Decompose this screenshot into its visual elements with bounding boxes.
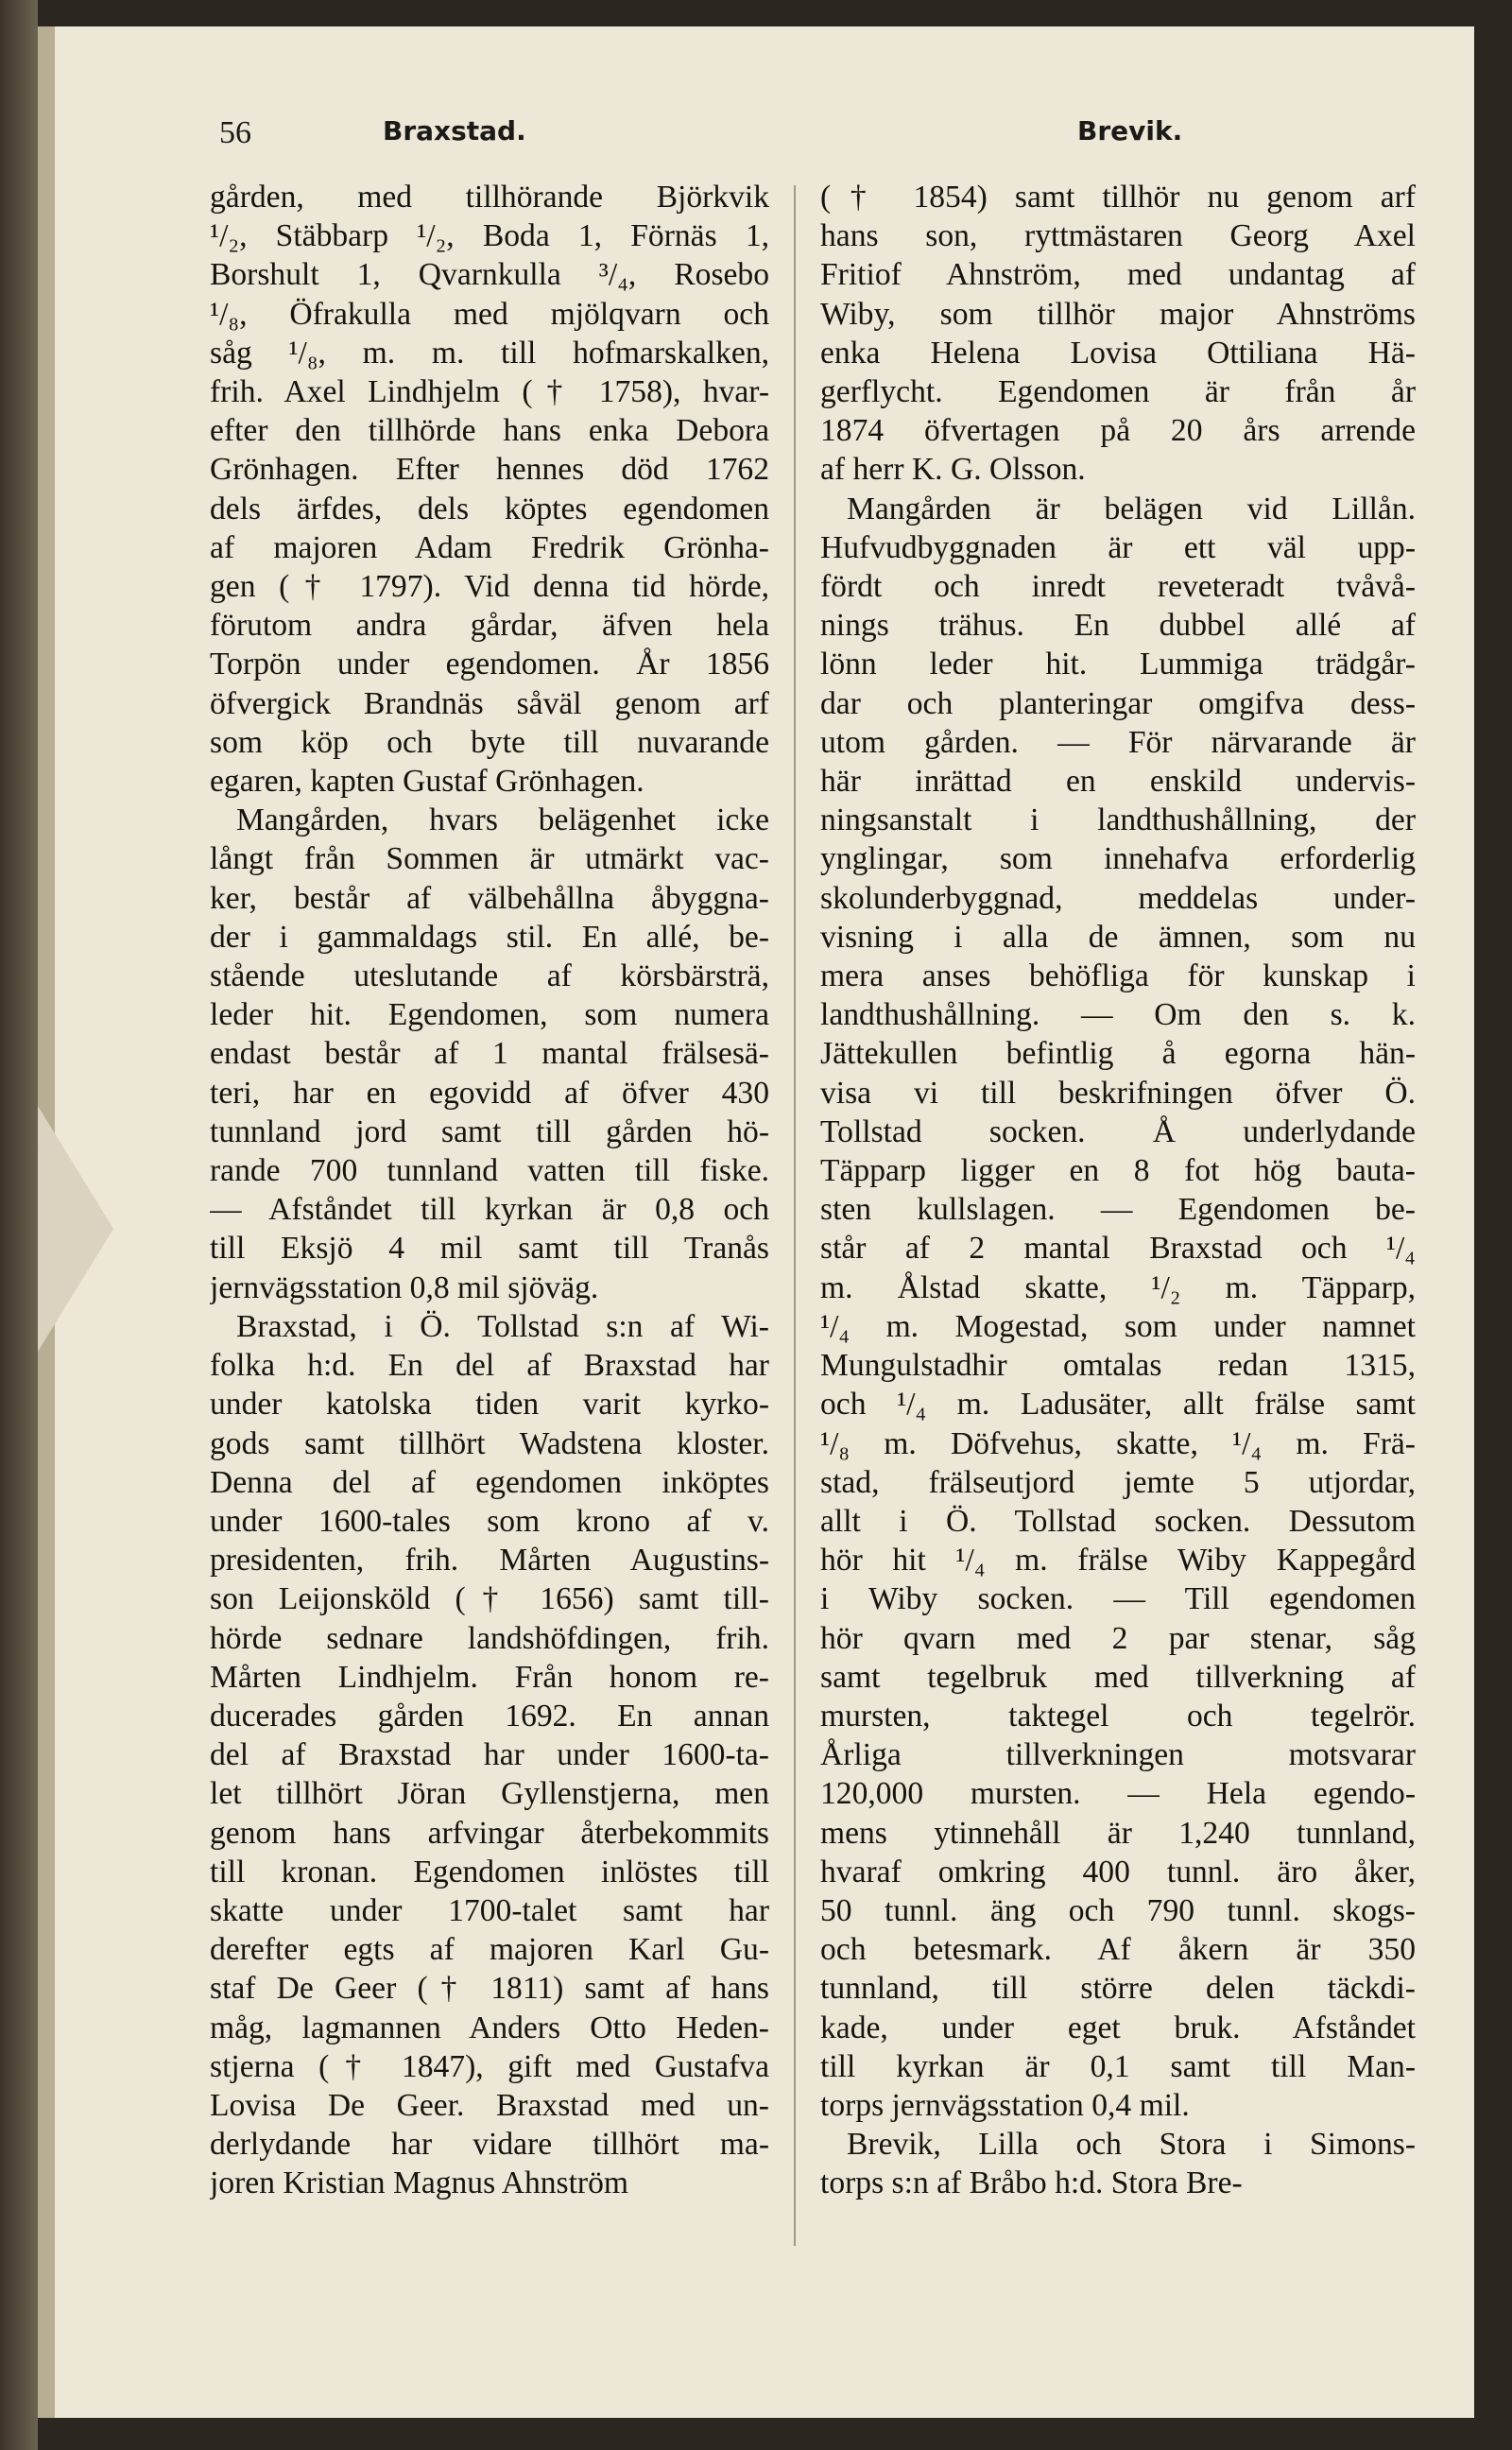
column-divider <box>794 185 796 2246</box>
text-line: — Afståndet till kyrkan är 0,8 och <box>210 1192 769 1228</box>
text-line: fördt och inredt reveteradt tvåvå- <box>820 569 1416 605</box>
text-line: Wiby, som tillhör major Ahnströms <box>820 296 1416 332</box>
running-head-right: Brevik. <box>1077 115 1183 147</box>
text-line: Årliga tillverkningen motsvarar <box>820 1737 1416 1773</box>
text-line: derlydande har vidare tillhört ma- <box>210 2127 769 2163</box>
text-line: Grönhagen. Efter hennes död 1762 <box>210 452 769 488</box>
text-line: långt från Sommen är utmärkt vac- <box>210 841 769 877</box>
text-line: derefter egts af majoren Karl Gu- <box>210 1932 769 1968</box>
text-line: endast består af 1 mantal frälsesä- <box>210 1036 769 1072</box>
text-line: lönn leder hit. Lummiga trädgår- <box>820 647 1416 682</box>
text-line: står af 2 mantal Braxstad och ¹/₄ <box>820 1231 1416 1267</box>
text-line: som köp och byte till nuvarande <box>210 724 769 760</box>
text-line: leder hit. Egendomen, som numera <box>210 997 769 1033</box>
text-line: Braxstad, i Ö. Tollstad s:n af Wi- <box>236 1308 769 1344</box>
text-line: mens ytinnehåll är 1,240 tunnland, <box>820 1815 1416 1851</box>
text-line: dels ärfdes, dels köptes egendomen <box>210 491 769 526</box>
text-line: hör qvarn med 2 par stenar, såg <box>820 1620 1416 1656</box>
text-line: till kronan. Egendomen inlöstes till <box>210 1854 769 1889</box>
left-text-column <box>210 178 769 2203</box>
text-line: Mangården är belägen vid Lillån. <box>847 491 1416 526</box>
text-line: samt tegelbruk med tillverkning af <box>820 1659 1416 1695</box>
text-line: egaren, kapten Gustaf Grönhagen. <box>210 764 644 800</box>
text-line: 120,000 mursten. — Hela egendo- <box>820 1776 1416 1812</box>
text-line: ker, består af välbehållna åbyggna- <box>210 880 769 916</box>
folded-page-corner <box>38 1106 113 1352</box>
text-line: m. Ålstad skatte, ¹/₂ m. Täpparp, <box>820 1269 1416 1305</box>
text-line: efter den tillhörde hans enka Debora <box>210 413 769 449</box>
text-line: till Eksjö 4 mil samt till Tranås <box>210 1231 769 1267</box>
text-line: tunnland, till större delen täckdi- <box>820 1971 1416 2007</box>
text-line: landthushållning. — Om den s. k. <box>820 997 1416 1033</box>
text-line: sten kullslagen. — Egendomen be- <box>820 1192 1416 1228</box>
text-line: här inrättad en enskild undervis- <box>820 764 1416 800</box>
text-line: torps jernvägsstation 0,4 mil. <box>820 2087 1190 2123</box>
text-line: Täpparp ligger en 8 fot hög bauta- <box>820 1153 1416 1189</box>
text-line: enka Helena Lovisa Ottiliana Hä- <box>820 335 1416 371</box>
text-line: Torpön under egendomen. År 1856 <box>210 647 769 682</box>
text-line: Fritiof Ahnström, med undantag af <box>820 257 1416 293</box>
text-line: ¹/₄ m. Mogestad, som under namnet <box>820 1308 1416 1344</box>
text-line: Jättekullen befintlig å egorna hän- <box>820 1036 1416 1072</box>
text-line: ducerades gården 1692. En annan <box>210 1698 769 1734</box>
text-line: hörde sednare landshöfdingen, frih. <box>210 1620 769 1656</box>
text-line: stjerna († 1847), gift med Gustafva <box>210 2048 769 2084</box>
text-line: hvaraf omkring 400 tunnl. äro åker, <box>820 1854 1416 1889</box>
text-line: ningsanstalt i landthushållning, der <box>820 802 1416 838</box>
text-line: under katolska tiden varit kyrko- <box>210 1387 769 1423</box>
text-line: till kyrkan är 0,1 samt till Man- <box>820 2048 1416 2084</box>
text-line: utom gården. — För närvarande är <box>820 724 1416 760</box>
text-line: mera anses behöfliga för kunskap i <box>820 958 1416 994</box>
page-number: 56 <box>219 115 251 150</box>
text-line: ynglingar, som innehafva erforderlig <box>820 841 1416 877</box>
text-line: Hufvudbyggnaden är ett väl upp- <box>820 529 1416 565</box>
text-line: torps s:n af Bråbo h:d. Stora Bre- <box>820 2165 1243 2201</box>
text-line: och ¹/₄ m. Ladusäter, allt frälse samt <box>820 1387 1416 1423</box>
text-line: af herr K. G. Olsson. <box>820 452 1086 488</box>
text-line: kade, under eget bruk. Afståndet <box>820 2010 1416 2045</box>
text-line: Mangården, hvars belägenhet icke <box>236 802 769 838</box>
text-line: allt i Ö. Tollstad socken. Dessutom <box>820 1503 1416 1539</box>
book-spine <box>0 0 38 2450</box>
right-text-column <box>820 178 1416 2203</box>
text-line: rande 700 tunnland vatten till fiske. <box>210 1153 769 1189</box>
text-line: måg, lagmannen Anders Otto Heden- <box>210 2010 769 2045</box>
text-line: hör hit ¹/₄ m. frälse Wiby Kappegård <box>820 1543 1416 1579</box>
text-line: ¹/₂, Stäbbarp ¹/₂, Boda 1, Förnäs 1, <box>210 218 769 254</box>
text-line: visning i alla de ämnen, som nu <box>820 919 1416 955</box>
text-line: mursten, taktegel och tegelrör. <box>820 1698 1416 1734</box>
text-line: joren Kristian Magnus Ahnström <box>210 2165 629 2201</box>
text-line: gen († 1797). Vid denna tid hörde, <box>210 569 769 605</box>
text-line: der i gammaldags stil. En allé, be- <box>210 919 769 955</box>
text-line: tunnland jord samt till gården hö- <box>210 1113 769 1149</box>
text-line: skolunderbyggnad, meddelas under- <box>820 880 1416 916</box>
text-line: Brevik, Lilla och Stora i Simons- <box>847 2127 1416 2163</box>
text-line: gods samt tillhört Wadstena kloster. <box>210 1425 769 1461</box>
text-line: († 1854) samt tillhör nu genom arf <box>820 180 1416 215</box>
text-line: 1874 öfvertagen på 20 års arrende <box>820 413 1416 449</box>
text-line: Tollstad socken. Å underlydande <box>820 1113 1416 1149</box>
text-line: stad, frälseutjord jemte 5 utjordar, <box>820 1464 1416 1500</box>
text-line: såg ¹/₈, m. m. till hofmarskalken, <box>210 335 769 371</box>
text-line: nings trähus. En dubbel allé af <box>820 608 1416 644</box>
text-line: dar och planteringar omgifva dess- <box>820 685 1416 721</box>
text-line: förutom andra gårdar, äfven hela <box>210 608 769 644</box>
text-line: gården, med tillhörande Björkvik <box>210 180 769 215</box>
text-line: staf De Geer († 1811) samt af hans <box>210 1971 769 2007</box>
text-line: del af Braxstad har under 1600-ta- <box>210 1737 769 1773</box>
text-line: hans son, ryttmästaren Georg Axel <box>820 218 1416 254</box>
text-line: visa vi till beskrifningen öfver Ö. <box>820 1075 1416 1111</box>
text-line: ¹/₈, Öfrakulla med mjölqvarn och <box>210 296 769 332</box>
text-line: frih. Axel Lindhjelm († 1758), hvar- <box>210 374 769 410</box>
text-line: Borshult 1, Qvarnkulla ³/₄, Rosebo <box>210 257 769 293</box>
text-line: son Leijonsköld († 1656) samt till- <box>210 1581 769 1617</box>
text-line: af majoren Adam Fredrik Grönha- <box>210 529 769 565</box>
text-line: genom hans arfvingar återbekommits <box>210 1815 769 1851</box>
text-line: presidenten, frih. Mårten Augustins- <box>210 1543 769 1579</box>
text-line: 50 tunnl. äng och 790 tunnl. skogs- <box>820 1892 1416 1928</box>
text-line: öfvergick Brandnäs såväl genom arf <box>210 685 769 721</box>
text-line: jernvägsstation 0,8 mil sjöväg. <box>210 1269 599 1305</box>
text-line: skatte under 1700-talet samt har <box>210 1892 769 1928</box>
text-line: folka h:d. En del af Braxstad har <box>210 1348 769 1384</box>
text-line: Lovisa De Geer. Braxstad med un- <box>210 2087 769 2123</box>
text-line: Mungulstadhir omtalas redan 1315, <box>820 1348 1416 1384</box>
text-line: under 1600-tales som krono af v. <box>210 1503 769 1539</box>
text-line: teri, har en egovidd af öfver 430 <box>210 1075 769 1111</box>
text-line: Denna del af egendomen inköptes <box>210 1464 769 1500</box>
text-line: och betesmark. Af åkern är 350 <box>820 1932 1416 1968</box>
text-line: stående uteslutande af körsbärsträ, <box>210 958 769 994</box>
text-line: let tillhört Jöran Gyllenstjerna, men <box>210 1776 769 1812</box>
text-line: gerflycht. Egendomen är från år <box>820 374 1416 410</box>
text-line: Mårten Lindhjelm. Från honom re- <box>210 1659 769 1695</box>
text-line: ¹/₈ m. Döfvehus, skatte, ¹/₄ m. Frä- <box>820 1425 1416 1461</box>
running-head-left: Braxstad. <box>383 115 526 147</box>
text-line: i Wiby socken. — Till egendomen <box>820 1581 1416 1617</box>
